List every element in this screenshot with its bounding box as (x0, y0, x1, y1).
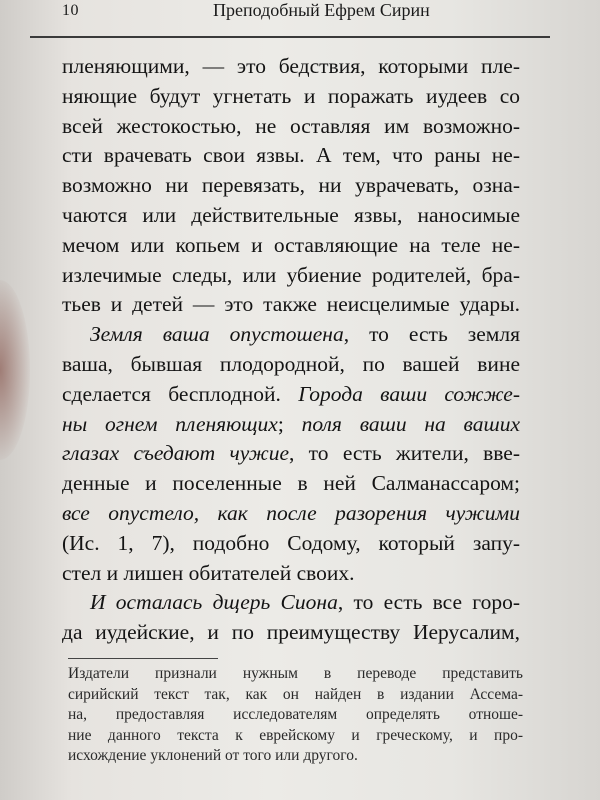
header-rule (30, 36, 550, 38)
italic-quote: поля ваши на ваших (301, 411, 521, 436)
text-fragment: , то есть все горо- (337, 590, 520, 615)
text-line: (Ис. 1, 7), подобно Содому, который запу- (62, 530, 520, 555)
text-fragment: , то есть жители, вве- (289, 441, 520, 466)
footnote-line: сирийский текст так, как он найден в издании Ассема- (68, 685, 523, 703)
text-line (62, 410, 520, 440)
footnote (68, 664, 523, 767)
footnote-line: ние данного текста к еврейскому и греческому, и про- (68, 726, 523, 744)
finger-shadow (0, 280, 30, 460)
italic-quote: Земля ваша опустошена (90, 322, 344, 347)
text-line (62, 380, 520, 410)
text-line: тьев и детей — это также неисцелимые удары. (62, 292, 520, 317)
page-number: 10 (62, 2, 79, 19)
text-line (62, 499, 520, 529)
text-line (62, 588, 520, 618)
text-line (62, 320, 520, 350)
text-line (62, 439, 520, 469)
main-text (62, 52, 520, 648)
text-line: возможно ни перевязать, ни уврачевать, озна- (62, 173, 520, 198)
footnote-line: на, предоставляя исследователям определять отноше- (68, 706, 523, 723)
italic-quote: глазах съедают чужие (62, 441, 290, 466)
italic-quote: Города ваши сожже- (298, 381, 520, 406)
text-line: мечом или копьем и оставляющие на теле не- (62, 232, 520, 257)
text-line: ваша, бывшая плодородной, по вашей вине (62, 351, 520, 376)
text-line: излечимые следы, или убиение родителей, бра- (62, 262, 520, 287)
footnote-line: исхождение уклонений от того или другого. (68, 747, 358, 764)
italic-quote: все опустело, как после разорения чужими (62, 500, 520, 525)
text-line: стел и лишен обитателей своих. (62, 560, 355, 585)
running-title: Преподобный Ефрем Сирин (213, 0, 430, 20)
text-line: да иудейские, и по преимуществу Иерусалим, (62, 620, 520, 645)
footnote-line: Издатели признали нужным в переводе представить (68, 665, 523, 682)
text-line: чаются или действительные язвы, наносимые (62, 202, 520, 227)
italic-quote: ны огнем пленяющих (62, 411, 278, 436)
text-fragment: ; (277, 411, 302, 436)
text-line: денные и поселенные в ней Салманассаром; (62, 471, 520, 496)
text-line: всей жестокостью, не оставляя им возможно- (62, 113, 520, 138)
italic-quote: И осталась дщерь Сиона (90, 590, 338, 615)
footnote-rule (68, 658, 218, 659)
text-fragment: , то есть земля (343, 322, 520, 347)
text-line: няющие будут угнетать и поражать иудеев со (62, 83, 520, 108)
text-line: сти врачевать свои язвы. А тем, что раны не- (62, 143, 520, 168)
page-header (28, 0, 588, 36)
text-fragment: сделается бесплодной. (62, 381, 299, 406)
text-line: пленяющими, — это бедствия, которыми пле- (62, 54, 520, 78)
